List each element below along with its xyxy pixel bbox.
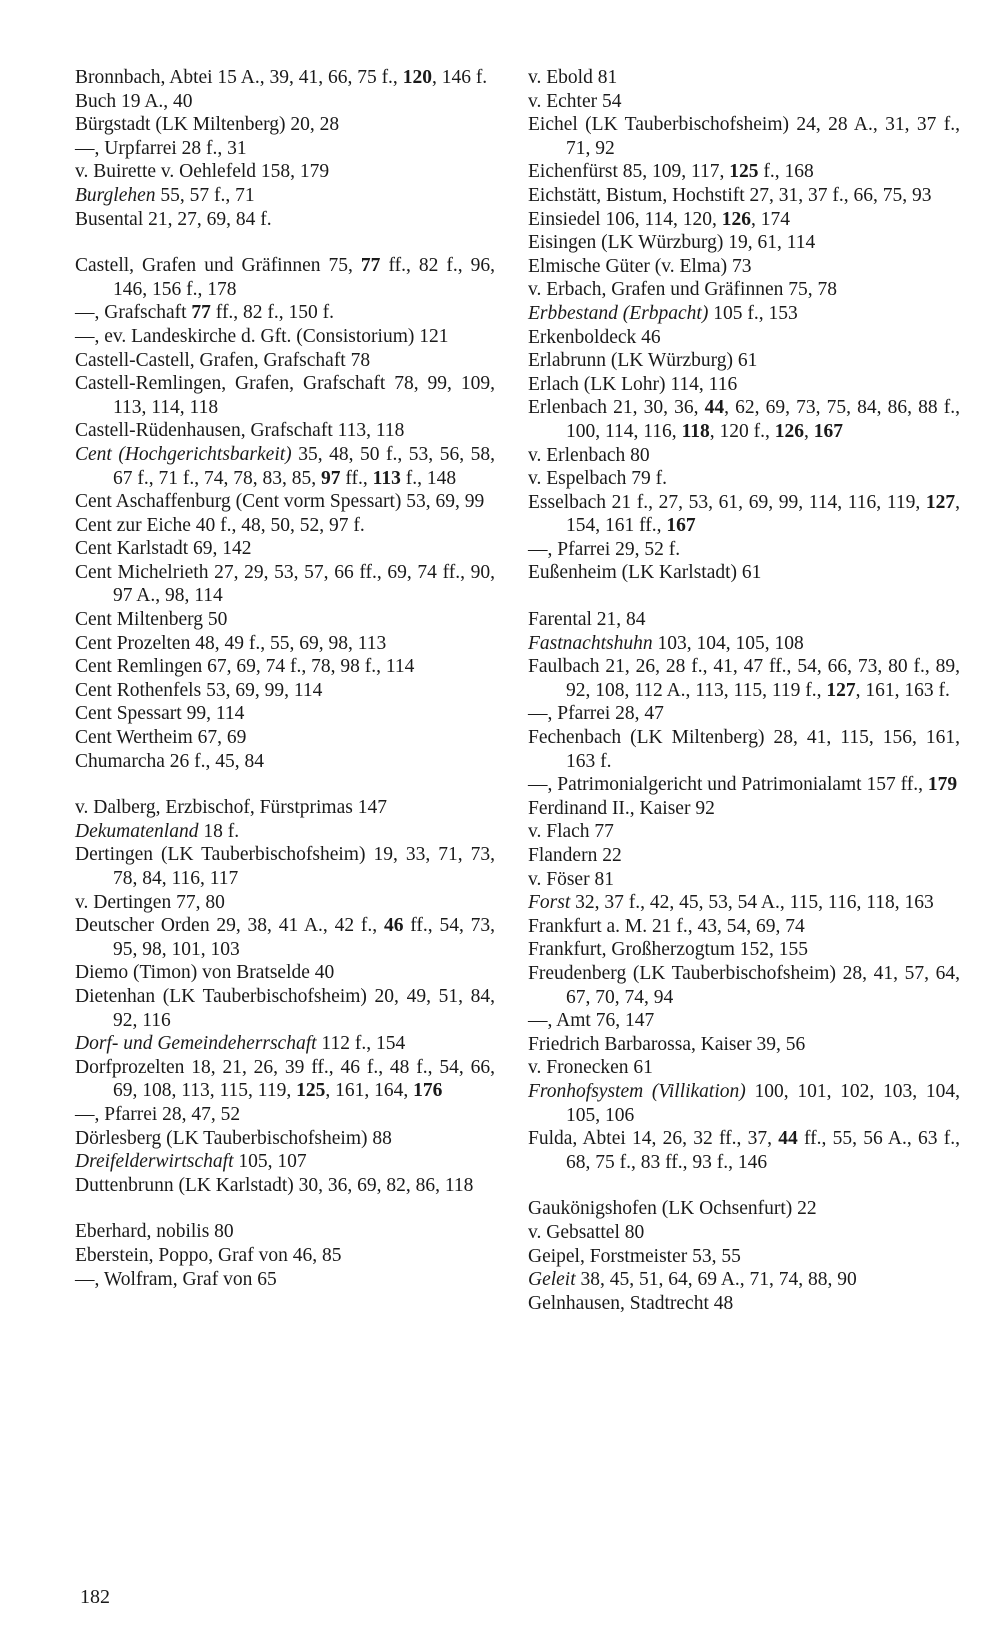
term-italic: Cent (Hochgerichtsbarkeit) — [75, 443, 292, 465]
entry-text: Dietenhan (LK Tauberbischofsheim) 20, 49, 51, 84, 92, 116 — [75, 985, 495, 1031]
entry-text: v. Erlenbach 80 — [528, 444, 650, 466]
index-entry — [528, 702, 960, 726]
entry-text: 100, 101, 102, 103, 104, 105, 106 — [566, 1080, 960, 1126]
entry-text: Einsiedel 106, 114, 120, — [528, 208, 722, 230]
entry-text: Friedrich Barbarossa, Kaiser 39, 56 — [528, 1033, 806, 1055]
index-entry — [75, 1103, 495, 1127]
index-entry — [75, 325, 495, 349]
index-entry — [75, 632, 495, 656]
page-number: 182 — [80, 1586, 110, 1608]
entry-text: Bronnbach, Abtei 15 A., 39, 41, 66, 75 f., — [75, 67, 403, 88]
index-entry — [75, 184, 495, 208]
index-entry — [75, 561, 495, 608]
entry-text: 38, 45, 51, 64, 69 A., 71, 74, 88, 90 — [575, 1269, 857, 1291]
entry-text: Ferdinand II., Kaiser 92 — [528, 797, 715, 819]
entry-text: 112 f., 154 — [316, 1033, 406, 1055]
entry-text: —, Pfarrei 28, 47 — [528, 703, 664, 725]
index-entry — [75, 1127, 495, 1151]
entry-text: Farental 21, 84 — [528, 609, 646, 631]
index-entry — [528, 962, 960, 1009]
index-entry — [528, 1056, 960, 1080]
entry-text: Fechenbach (LK Miltenberg) 28, 41, 115, 156, 161, 163 f. — [528, 727, 960, 772]
index-entry — [75, 419, 495, 443]
index-entry — [528, 1197, 960, 1221]
entry-text: 105 f., 153 — [708, 302, 798, 324]
entry-text: Buch 19 A., 40 — [75, 90, 193, 112]
entry-text: f., 168 — [758, 161, 814, 183]
index-entry — [75, 1174, 495, 1198]
entry-text: Erlabrunn (LK Würzburg) 61 — [528, 350, 758, 372]
index-entry — [75, 1220, 495, 1244]
page-ref-bold: 97 — [321, 467, 341, 489]
index-entry — [75, 985, 495, 1032]
index-entry — [528, 655, 960, 702]
index-entry — [528, 915, 960, 939]
index-entry — [528, 184, 960, 208]
entry-text: Cent Spessart 99, 114 — [75, 703, 245, 725]
entry-text: Esselbach 21 f., 27, 53, 61, 69, 99, 114, 116, 119, — [528, 491, 926, 513]
page-ref-bold: 113 — [372, 467, 401, 489]
entry-text: 18 f. — [198, 820, 240, 842]
index-entry — [75, 796, 495, 820]
page-ref-bold: 167 — [813, 420, 843, 442]
entry-text: Cent Aschaffenburg (Cent vorm Spessart) 53, 69, 99 — [75, 491, 485, 513]
entry-text: Castell-Castell, Grafen, Grafschaft 78 — [75, 349, 371, 371]
entry-text: Dorfprozelten 18, 21, 26, 39 ff., 46 f., 48 f., 54, 66, 69, 108, 113, 115, 119, — [75, 1056, 495, 1102]
index-column-left — [75, 66, 495, 1291]
entry-text: 35, 48, 50 f., 53, 56, 58, 67 f., 71 f., 74, 78, 83, 85, — [113, 443, 495, 489]
page-ref-bold: 125 — [296, 1080, 326, 1102]
entry-text: Gaukönigshofen (LK Ochsenfurt) 22 — [528, 1198, 817, 1220]
section-gap — [75, 1197, 495, 1220]
entry-text: v. Espelbach 79 f. — [528, 468, 667, 490]
index-entry — [528, 278, 960, 302]
entry-text: Frankfurt, Großherzogtum 152, 155 — [528, 939, 808, 961]
entry-text: Dertingen (LK Tauberbischofsheim) 19, 33, 71, 73, 78, 84, 116, 117 — [75, 844, 495, 889]
entry-text: v. Echter 54 — [528, 90, 622, 112]
index-entry — [528, 1268, 960, 1292]
index-entry — [75, 702, 495, 726]
index-entry — [528, 491, 960, 538]
index-entry — [528, 1292, 960, 1316]
index-entry — [528, 561, 960, 585]
index-entry — [528, 797, 960, 821]
index-entry — [528, 373, 960, 397]
page-ref-bold: 176 — [413, 1080, 443, 1102]
entry-text: Cent Michelrieth 27, 29, 53, 57, 66 ff., 69, 74 ff., 90, 97 A., 98, 114 — [75, 561, 495, 607]
index-column-right — [528, 66, 960, 1315]
index-entry — [75, 208, 495, 232]
term-italic: Forst — [528, 892, 571, 914]
entry-text: Bürgstadt (LK Miltenberg) 20, 28 — [75, 114, 340, 136]
index-entry — [75, 349, 495, 373]
entry-text: v. Buirette v. Oehlefeld 158, 179 — [75, 161, 330, 183]
entry-text: Flandern 22 — [528, 845, 622, 866]
page-ref-bold: 46 — [383, 915, 404, 937]
page-ref-bold: 77 — [360, 255, 381, 277]
page-ref-bold: 126 — [774, 420, 804, 442]
entry-text: Eberhard, nobilis 80 — [75, 1221, 234, 1243]
entry-text: ff., — [340, 467, 373, 489]
index-entry — [75, 90, 495, 114]
index-entry — [528, 844, 960, 868]
entry-text: —, Grafschaft — [75, 302, 192, 324]
term-italic: Fastnachtshuhn — [528, 632, 653, 654]
index-entry — [75, 655, 495, 679]
index-entry — [528, 608, 960, 632]
entry-text: , 62, 69, 73, 75, 84, 86, 88 f., 100, 114, 116, — [566, 397, 960, 442]
index-entry — [75, 820, 495, 844]
entry-text: f., 148 — [400, 467, 457, 489]
index-entry — [528, 868, 960, 892]
entry-text: Eußenheim (LK Karlstadt) 61 — [528, 562, 762, 584]
entry-text: v. Erbach, Grafen und Gräfinnen 75, 78 — [528, 279, 838, 301]
index-entry — [528, 632, 960, 656]
entry-text: v. Ebold 81 — [528, 67, 618, 88]
entry-text: —, Pfarrei 29, 52 f. — [528, 538, 681, 560]
entry-text: v. Fronecken 61 — [528, 1057, 653, 1079]
page-ref-bold: 127 — [925, 491, 956, 513]
entry-text: Castell-Rüdenhausen, Grafschaft 113, 118 — [75, 420, 405, 442]
entry-text: 103, 104, 105, 108 — [652, 632, 804, 654]
entry-text: Erlenbach 21, 30, 36, — [528, 397, 705, 419]
entry-text: Eberstein, Poppo, Graf von 46, 85 — [75, 1244, 342, 1266]
page-ref-bold: 118 — [681, 420, 710, 442]
section-gap — [528, 1174, 960, 1197]
entry-text: ff., 54, 73, 95, 98, 101, 103 — [113, 915, 495, 960]
entry-text: Erkenboldeck 46 — [528, 326, 661, 348]
entry-text: Cent Karlstadt 69, 142 — [75, 538, 252, 560]
page-ref-bold: 126 — [721, 208, 751, 230]
entry-text: Cent Rothenfels 53, 69, 99, 114 — [75, 679, 323, 701]
index-entry — [528, 1080, 960, 1127]
entry-text: , 174 — [750, 208, 790, 230]
entry-text: 105, 107 — [233, 1151, 307, 1173]
entry-text: , — [804, 420, 814, 442]
entry-text: , 120 f., — [709, 420, 775, 442]
entry-text: Chumarcha 26 f., 45, 84 — [75, 750, 265, 772]
index-entry — [75, 843, 495, 890]
index-entry — [75, 443, 495, 490]
entry-text: Gelnhausen, Stadtrecht 48 — [528, 1292, 734, 1314]
entry-text: Elmische Güter (v. Elma) 73 — [528, 255, 752, 277]
entry-text: —, ev. Landeskirche d. Gft. (Consistorium) 121 — [75, 325, 449, 347]
index-entry — [75, 608, 495, 632]
index-entry — [75, 961, 495, 985]
index-entry — [528, 1033, 960, 1057]
index-entry — [75, 891, 495, 915]
page-ref-bold: 44 — [704, 397, 725, 419]
section-gap — [75, 231, 495, 254]
entry-text: v. Föser 81 — [528, 868, 614, 890]
index-entry — [75, 679, 495, 703]
term-italic: Burglehen — [75, 184, 156, 206]
page-ref-bold: 44 — [778, 1128, 798, 1150]
entry-text: Eichel (LK Tauberbischofsheim) 24, 28 A., 31, 37 f., 71, 92 — [528, 114, 960, 159]
index-entry — [528, 396, 960, 443]
index-entry — [528, 820, 960, 844]
index-entry — [528, 90, 960, 114]
index-entry — [75, 1032, 495, 1056]
entry-text: 55, 57 f., 71 — [155, 184, 255, 206]
entry-text: , 161, 164, — [325, 1080, 414, 1102]
index-entry — [528, 467, 960, 491]
entry-text: v. Gebsattel 80 — [528, 1221, 645, 1243]
section-gap — [528, 585, 960, 608]
index-entry — [75, 254, 495, 301]
index-entry — [75, 514, 495, 538]
index-entry — [528, 891, 960, 915]
entry-text: Duttenbrunn (LK Karlstadt) 30, 36, 69, 82, 86, 118 — [75, 1174, 474, 1196]
entry-text: Geipel, Forstmeister 53, 55 — [528, 1245, 741, 1267]
entry-text: Frankfurt a. M. 21 f., 43, 54, 69, 74 — [528, 915, 805, 937]
index-entry — [75, 372, 495, 419]
index-entry — [528, 444, 960, 468]
entry-text: Eisingen (LK Würzburg) 19, 61, 114 — [528, 232, 816, 254]
term-italic: Dreifelderwirtschaft — [75, 1151, 234, 1173]
index-entry — [528, 160, 960, 184]
entry-text: ff., 82 f., 150 f. — [210, 302, 335, 324]
index-entry — [528, 208, 960, 232]
index-entry — [528, 302, 960, 326]
term-italic: Dorf- und Gemeindeherrschaft — [75, 1033, 317, 1055]
entry-text: Eichstätt, Bistum, Hochstift 27, 31, 37 f., 66, 75, 93 — [528, 184, 932, 206]
page-ref-bold: 127 — [826, 679, 856, 701]
entry-text: Faulbach 21, 26, 28 f., 41, 47 ff., 54, 66, 73, 80 f., 89, 92, 108, 112 A., 113, 115, 119 f., — [528, 656, 960, 701]
entry-text: Diemo (Timon) von Bratselde 40 — [75, 962, 335, 984]
index-entry — [75, 113, 495, 137]
entry-text: Cent Prozelten 48, 49 f., 55, 69, 98, 113 — [75, 632, 387, 654]
page-ref-bold: 120 — [402, 67, 432, 88]
index-entry — [75, 1268, 495, 1292]
entry-text: —, Amt 76, 147 — [528, 1010, 655, 1032]
entry-text: Dörlesberg (LK Tauberbischofsheim) 88 — [75, 1127, 392, 1149]
entry-text: Cent Remlingen 67, 69, 74 f., 78, 98 f., 114 — [75, 656, 415, 678]
index-entry — [75, 726, 495, 750]
term-italic: Erbbestand (Erbpacht) — [528, 302, 709, 324]
entry-text: , 161, 163 f. — [855, 679, 950, 701]
entry-text: , 154, 161 ff., — [566, 491, 960, 537]
entry-text: , 146 f. — [431, 67, 488, 88]
index-entry — [528, 113, 960, 160]
index-entry — [75, 301, 495, 325]
page-ref-bold: 125 — [729, 161, 759, 183]
index-entry — [75, 490, 495, 514]
index-entry — [528, 1009, 960, 1033]
entry-text: Busental 21, 27, 69, 84 f. — [75, 208, 272, 230]
entry-text: v. Dertingen 77, 80 — [75, 891, 225, 913]
page-ref-bold: 179 — [927, 774, 958, 796]
index-entry — [528, 773, 960, 797]
entry-text: 32, 37 f., 42, 45, 53, 54 A., 115, 116, 118, 163 — [570, 892, 934, 914]
entry-text: Cent Miltenberg 50 — [75, 609, 228, 631]
index-entry — [75, 66, 495, 90]
index-entry — [528, 726, 960, 773]
entry-text: ff., 82 f., 96, 146, 156 f., 178 — [113, 255, 495, 300]
entry-text: Eichenfürst 85, 109, 117, — [528, 161, 730, 183]
entry-text: Castell, Grafen und Gräfinnen 75, — [75, 255, 361, 277]
index-entry — [528, 1221, 960, 1245]
entry-text: v. Dalberg, Erzbischof, Fürstprimas 147 — [75, 797, 387, 819]
entry-text: —, Pfarrei 28, 47, 52 — [75, 1103, 241, 1125]
index-entry — [528, 538, 960, 562]
page-ref-bold: 77 — [191, 302, 211, 324]
term-italic: Fronhofsystem (Villikation) — [528, 1080, 746, 1102]
entry-text: Castell-Remlingen, Grafen, Grafschaft 78, 99, 109, 113, 114, 118 — [75, 373, 495, 418]
entry-text: —, Patrimonialgericht und Patrimonialamt 157 ff., — [528, 774, 928, 796]
term-italic: Geleit — [528, 1269, 576, 1291]
index-entry — [75, 137, 495, 161]
index-entry — [75, 914, 495, 961]
index-entry — [75, 1244, 495, 1268]
entry-text: Erlach (LK Lohr) 114, 116 — [528, 373, 738, 395]
index-entry — [75, 1150, 495, 1174]
section-gap — [75, 773, 495, 796]
index-entry — [528, 255, 960, 279]
term-italic: Dekumatenland — [75, 820, 199, 842]
index-entry — [528, 231, 960, 255]
index-entry — [75, 1056, 495, 1103]
entry-text: Fulda, Abtei 14, 26, 32 ff., 37, — [528, 1128, 779, 1150]
index-entry — [528, 66, 960, 90]
entry-text: ff., 55, 56 A., 63 f., 68, 75 f., 83 ff., 93 f., 146 — [566, 1128, 960, 1173]
index-entry — [75, 160, 495, 184]
index-entry — [528, 938, 960, 962]
entry-text: v. Flach 77 — [528, 821, 614, 843]
entry-text: Deutscher Orden 29, 38, 41 A., 42 f., — [75, 915, 384, 937]
index-entry — [528, 1127, 960, 1174]
entry-text: —, Wolfram, Graf von 65 — [75, 1268, 277, 1290]
index-entry — [75, 750, 495, 774]
page-ref-bold: 167 — [666, 515, 696, 537]
index-entry — [528, 1245, 960, 1269]
entry-text: Freudenberg (LK Tauberbischofsheim) 28, 41, 57, 64, 67, 70, 74, 94 — [528, 962, 960, 1008]
entry-text: Cent zur Eiche 40 f., 48, 50, 52, 97 f. — [75, 514, 365, 536]
entry-text: Cent Wertheim 67, 69 — [75, 727, 247, 749]
index-entry — [528, 349, 960, 373]
index-entry — [528, 326, 960, 350]
entry-text: —, Urpfarrei 28 f., 31 — [75, 137, 247, 159]
index-entry — [75, 537, 495, 561]
